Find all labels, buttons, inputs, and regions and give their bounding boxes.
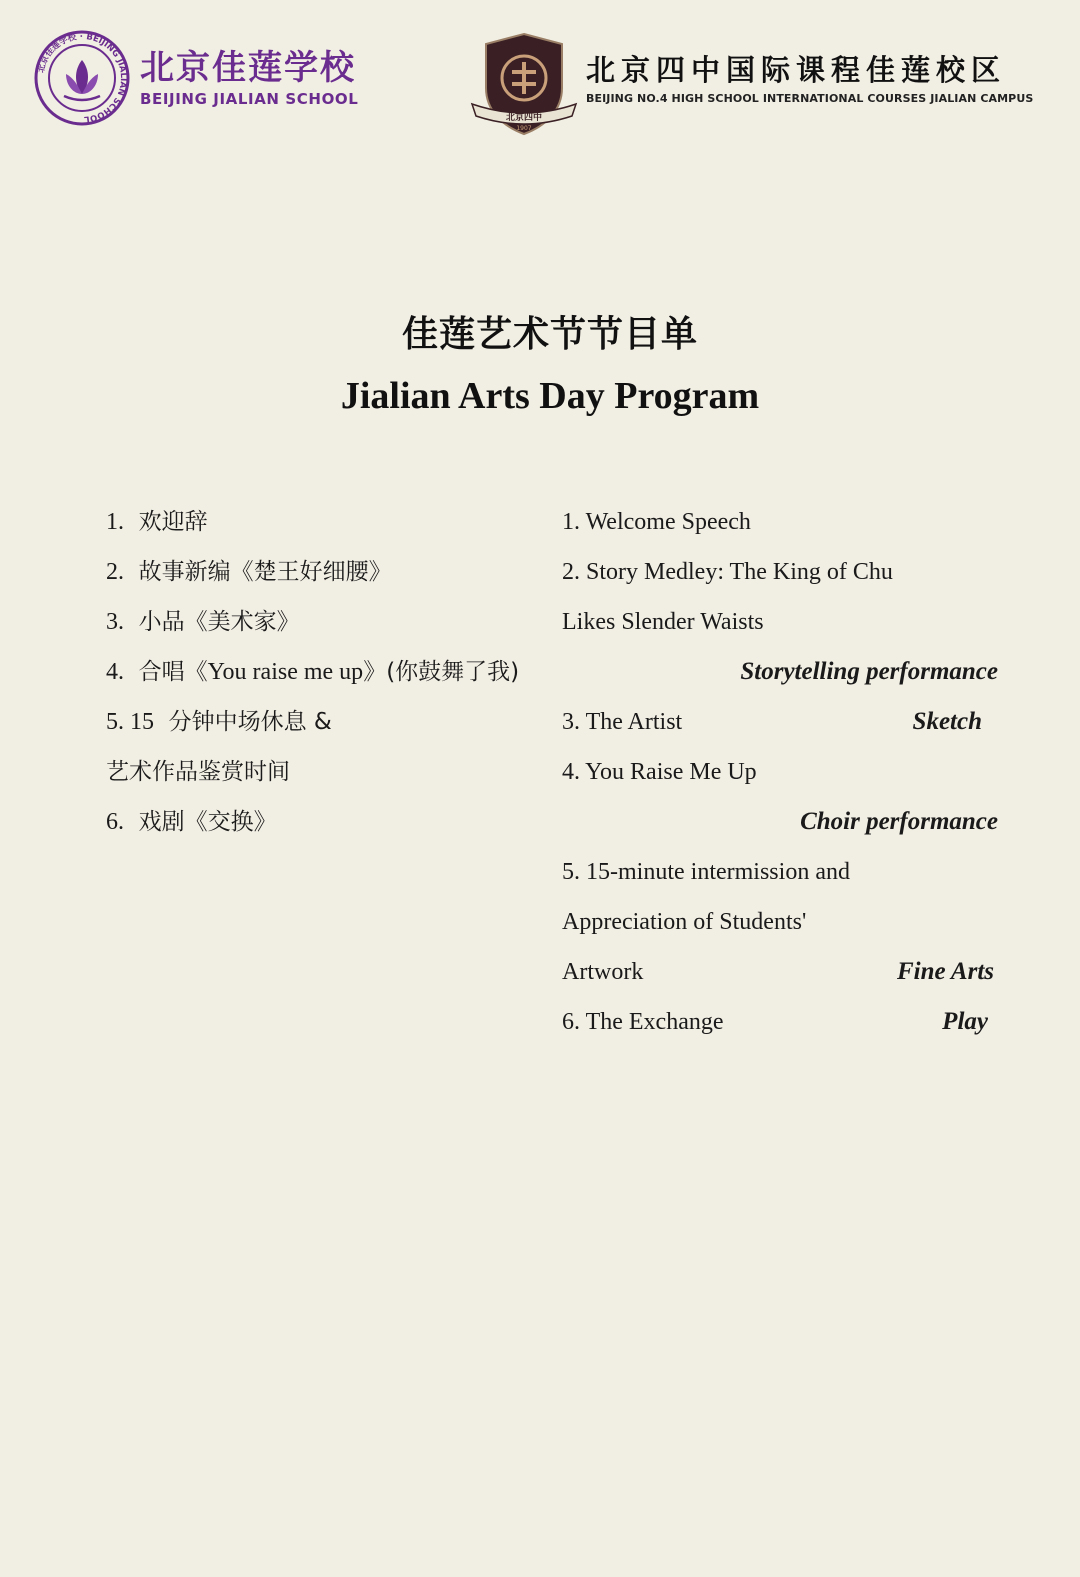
header	[0, 0, 1080, 150]
list-item	[562, 502, 998, 552]
list-item	[562, 702, 998, 752]
item-text: 4. You Raise Me Up	[562, 759, 757, 785]
list-item	[562, 902, 998, 952]
list-item	[562, 602, 998, 652]
list-item	[106, 652, 556, 702]
svg-text:北京四中: 北京四中	[505, 113, 543, 123]
list-item	[562, 952, 998, 1002]
item-text: 6. The Exchange	[562, 1009, 724, 1035]
item-text: 戏剧《交换》	[138, 809, 277, 835]
item-text: 艺术作品鉴赏时间	[106, 759, 290, 785]
item-text: 合唱《	[138, 659, 208, 685]
list-item	[106, 602, 556, 652]
svg-text:北京佳莲学校 · BEIJING JIALIAN SCHOO: 北京佳莲学校 · BEIJING JIALIAN SCHOOL	[36, 31, 129, 125]
list-item	[106, 502, 556, 552]
performance-type: Sketch	[912, 708, 982, 735]
program-title-cn: 佳莲艺术节节目单	[401, 314, 698, 355]
performance-type: Play	[942, 1008, 988, 1035]
item-number: 2.	[106, 559, 124, 585]
item-number: 1.	[106, 509, 124, 535]
performance-type: Fine Arts	[896, 958, 994, 985]
item-text: 5. 15-minute intermission and	[562, 859, 850, 885]
item-text: 故事新编《楚王好细腰》	[138, 559, 392, 585]
item-text: Appreciation of Students'	[562, 909, 807, 935]
left-school-name-en: BEIJING JIALIAN SCHOOL	[140, 90, 359, 108]
item-text: 》(你鼓舞了我)	[363, 659, 520, 685]
right-school-name-cn: 北京四中国际课程佳莲校区	[586, 53, 1007, 87]
list-item	[562, 852, 998, 902]
item-number: 3.	[106, 609, 124, 635]
list-item	[106, 702, 556, 752]
item-text: 分钟中场休息 &	[168, 709, 332, 735]
list-item	[106, 752, 556, 802]
list-item	[562, 1002, 998, 1052]
list-item	[562, 652, 998, 702]
list-item	[562, 802, 998, 852]
performance-type: Choir performance	[800, 808, 998, 835]
right-school-name-en: BEIJING NO.4 HIGH SCHOOL INTERNATIONAL COURSES JIALIAN CAMPUS	[586, 92, 1034, 105]
list-item	[562, 752, 998, 802]
left-school-name-cn: 北京佳莲学校	[140, 48, 356, 88]
right-school-name	[586, 52, 1033, 106]
list-item	[562, 552, 998, 602]
item-text-latin: You raise me up	[207, 659, 364, 685]
item-text: 小品《美术家》	[138, 609, 300, 635]
item-number: 4.	[106, 659, 124, 685]
svg-text:1907: 1907	[516, 125, 532, 132]
item-text: Likes Slender Waists	[562, 609, 764, 635]
item-number: 6.	[106, 809, 124, 835]
left-school-name	[140, 48, 358, 108]
item-number: 5. 15	[106, 709, 154, 735]
item-text: 欢迎辞	[138, 509, 208, 535]
item-text: 2. Story Medley: The King of Chu	[562, 559, 893, 585]
program-list-en	[562, 502, 998, 1052]
list-item	[106, 802, 556, 852]
program-list-cn	[106, 502, 556, 852]
item-text: 1. Welcome Speech	[562, 509, 751, 535]
item-text: Artwork	[562, 959, 644, 985]
program-title-en: Jialian Arts Day Program	[340, 375, 760, 417]
jialian-school-seal-logo	[34, 30, 130, 126]
performance-type: Storytelling performance	[740, 658, 998, 685]
list-item	[106, 552, 556, 602]
item-text: 3. The Artist	[562, 709, 683, 735]
beijing-no4-crest-logo	[468, 30, 580, 138]
